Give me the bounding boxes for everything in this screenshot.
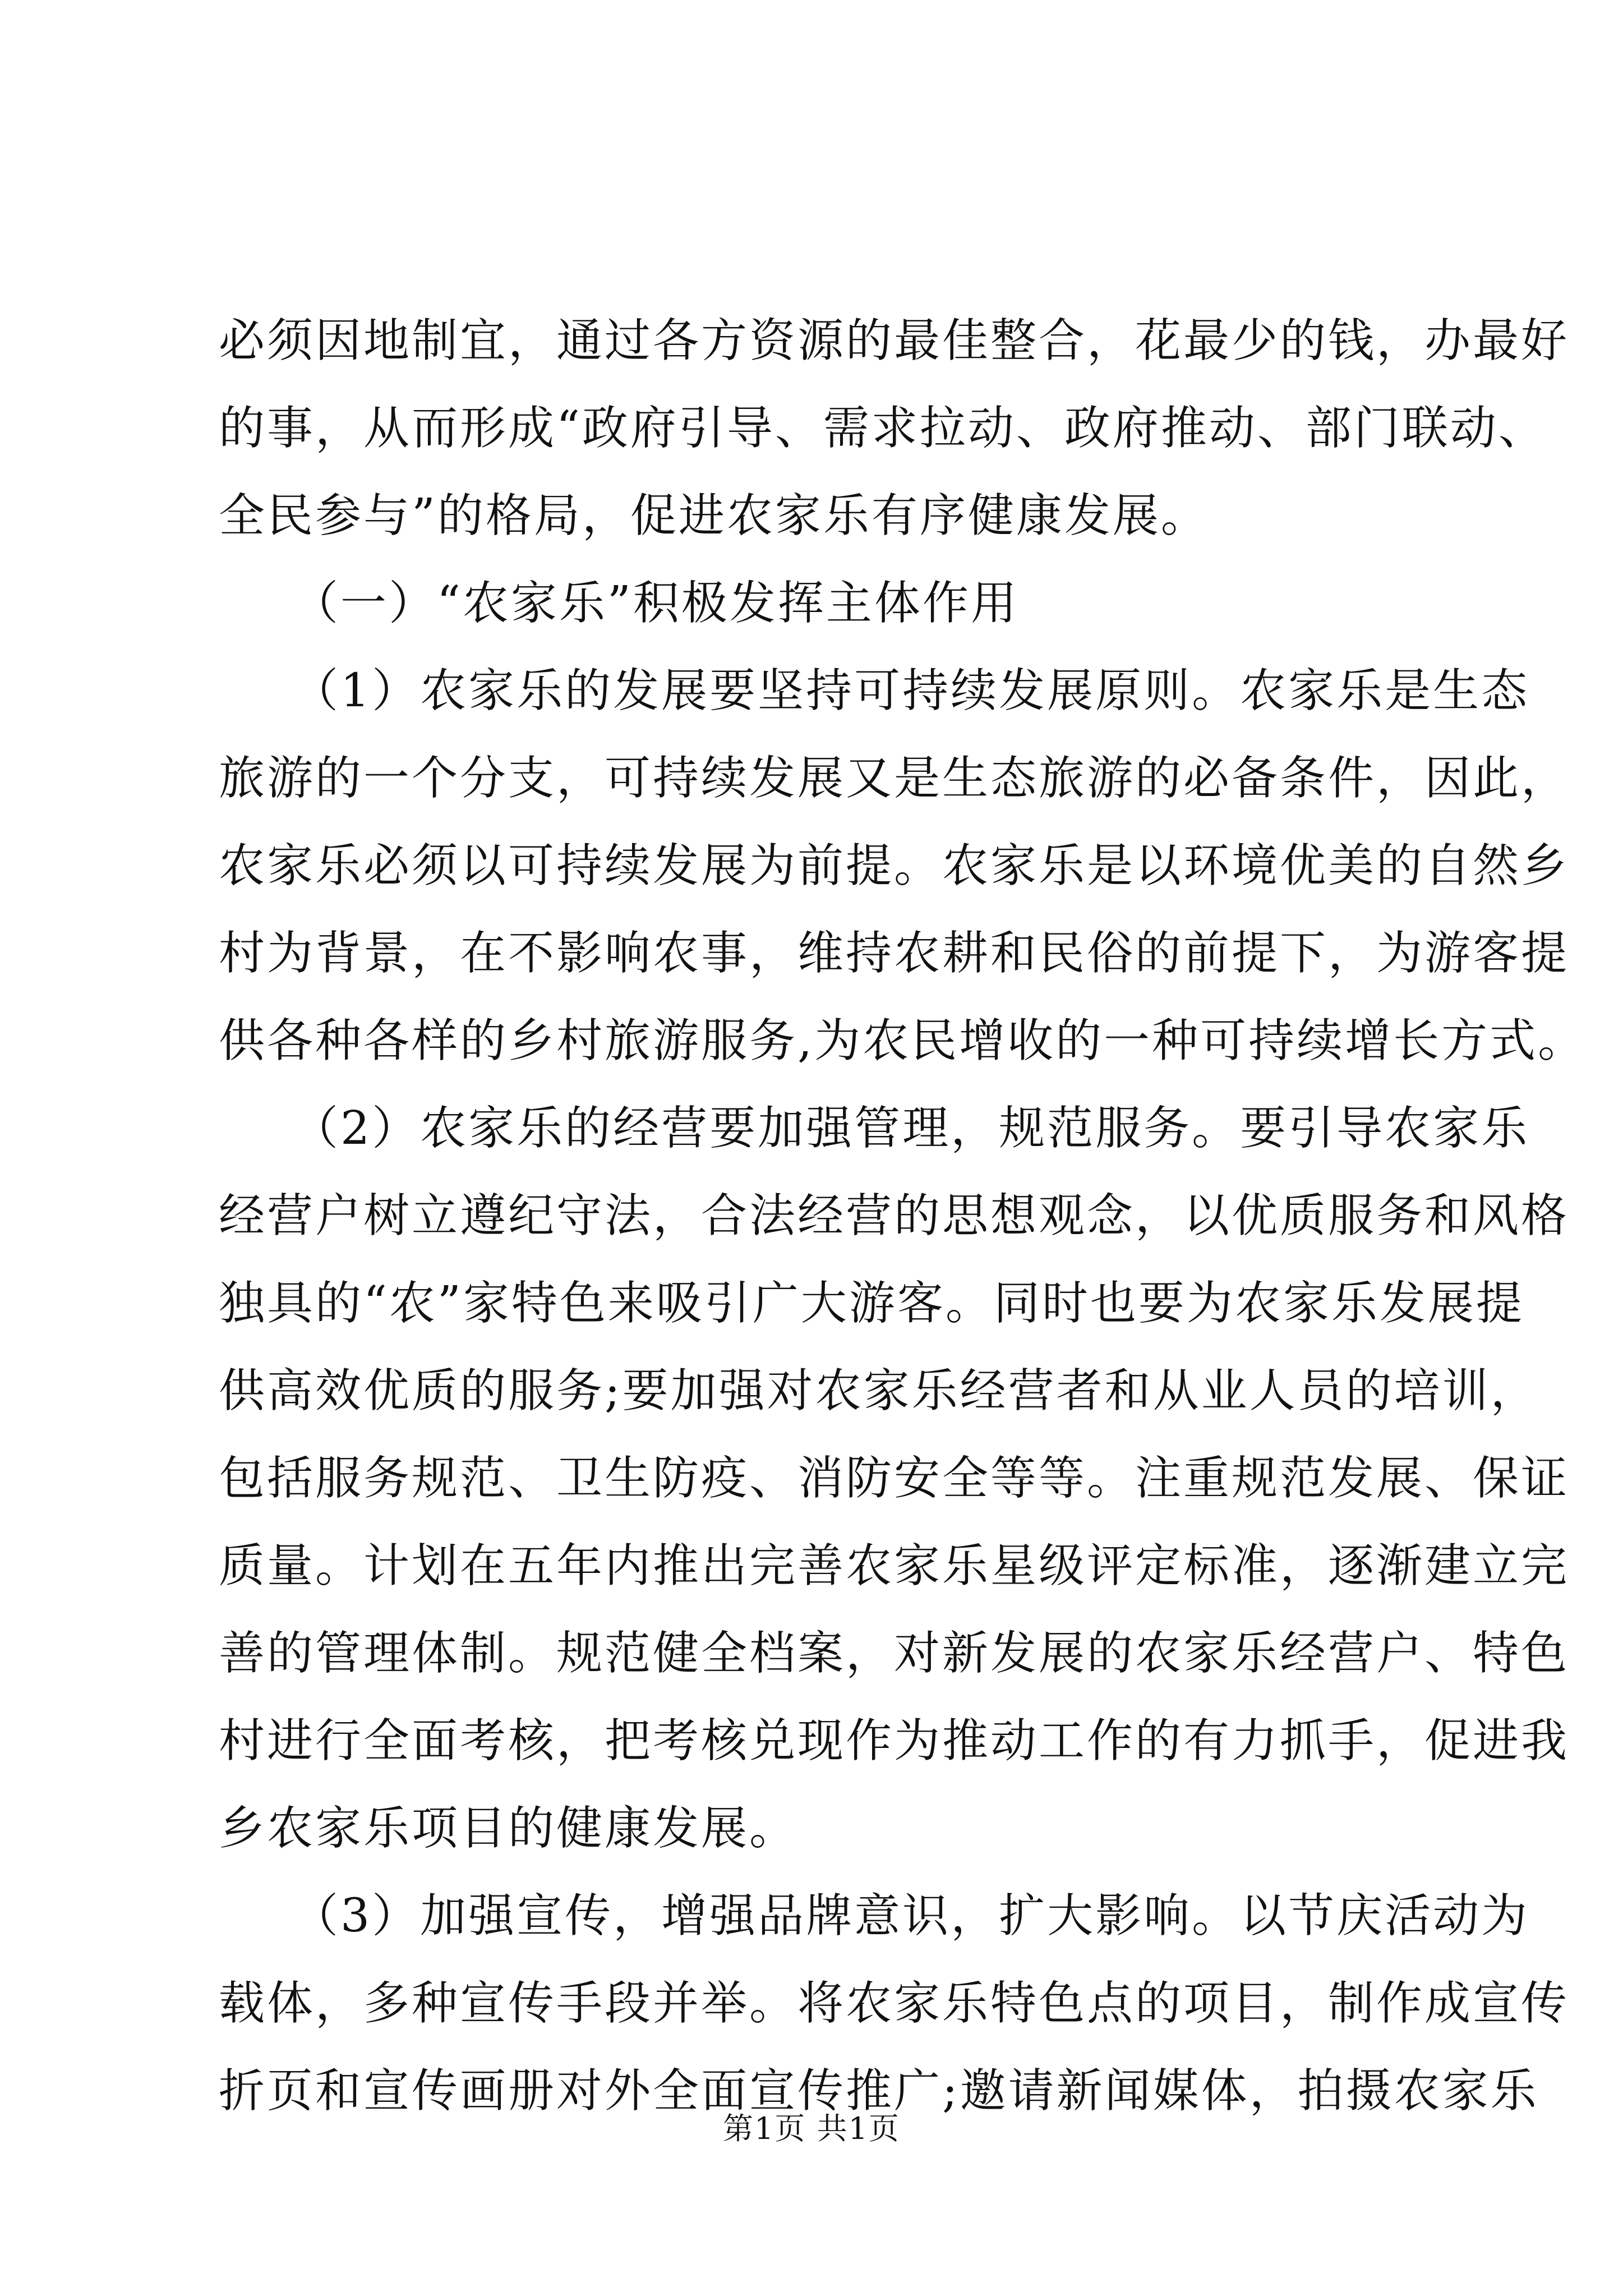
text-line: 质量。计划在五年内推出完善农家乐星级评定标准，逐渐建立完 xyxy=(219,1539,1570,1593)
text-line: （1）农家乐的发展要坚持可持续发展原则。农家乐是生态 xyxy=(219,664,1530,717)
text-line: 供高效优质的服务;要加强对农家乐经营者和从业人员的培训， xyxy=(219,1364,1539,1418)
text-line: 善的管理体制。规范健全档案，对新发展的农家乐经营户、特色 xyxy=(219,1627,1570,1680)
text-line: 的事，从而形成“政府引导、需求拉动、政府推动、部门联动、 xyxy=(219,402,1547,455)
section-heading: （一）“农家乐”积极发挥主体作用 xyxy=(219,577,1019,630)
document-body xyxy=(219,297,1587,2135)
text-line: （2）农家乐的经营要加强管理，规范服务。要引导农家乐 xyxy=(219,1102,1530,1155)
text-line: 村进行全面考核，把考核兑现作为推动工作的有力抓手，促进我 xyxy=(219,1714,1570,1768)
text-line: 村为背景，在不影响农事，维持农耕和民俗的前提下，为游客提 xyxy=(219,927,1570,980)
text-line: 乡农家乐项目的健康发展。 xyxy=(219,1802,798,1855)
text-line: 折页和宣传画册对外全面宣传推广;邀请新闻媒体，拍摄农家乐 xyxy=(219,2064,1539,2118)
text-line: 包括服务规范、卫生防疫、消防安全等等。注重规范发展、保证 xyxy=(219,1452,1570,1505)
text-line: 农家乐必须以可持续发展为前提。农家乐是以环境优美的自然乡 xyxy=(219,839,1570,892)
text-line: 供各种各样的乡村旅游服务,为农民增收的一种可持续增长方式。 xyxy=(219,1014,1587,1068)
text-line: 载体，多种宣传手段并举。将农家乐特色点的项目，制作成宣传 xyxy=(219,1977,1570,2030)
text-line: 经营户树立遵纪守法，合法经营的思想观念，以优质服务和风格 xyxy=(219,1189,1570,1243)
text-line: 独具的“农”家特色来吸引广大游客。同时也要为农家乐发展提 xyxy=(219,1277,1524,1330)
text-line: 全民参与”的格局，促进农家乐有序健康发展。 xyxy=(219,489,1209,542)
text-line: 旅游的一个分支，可持续发展又是生态旅游的必备条件，因此， xyxy=(219,752,1570,805)
text-line: 必须因地制宜，通过各方资源的最佳整合，花最少的钱，办最好 xyxy=(219,314,1570,367)
text-line: （3）加强宣传，增强品牌意识，扩大影响。以节庆活动为 xyxy=(219,1889,1530,1943)
page-number-footer: 第1页 共1页 xyxy=(723,2111,900,2146)
